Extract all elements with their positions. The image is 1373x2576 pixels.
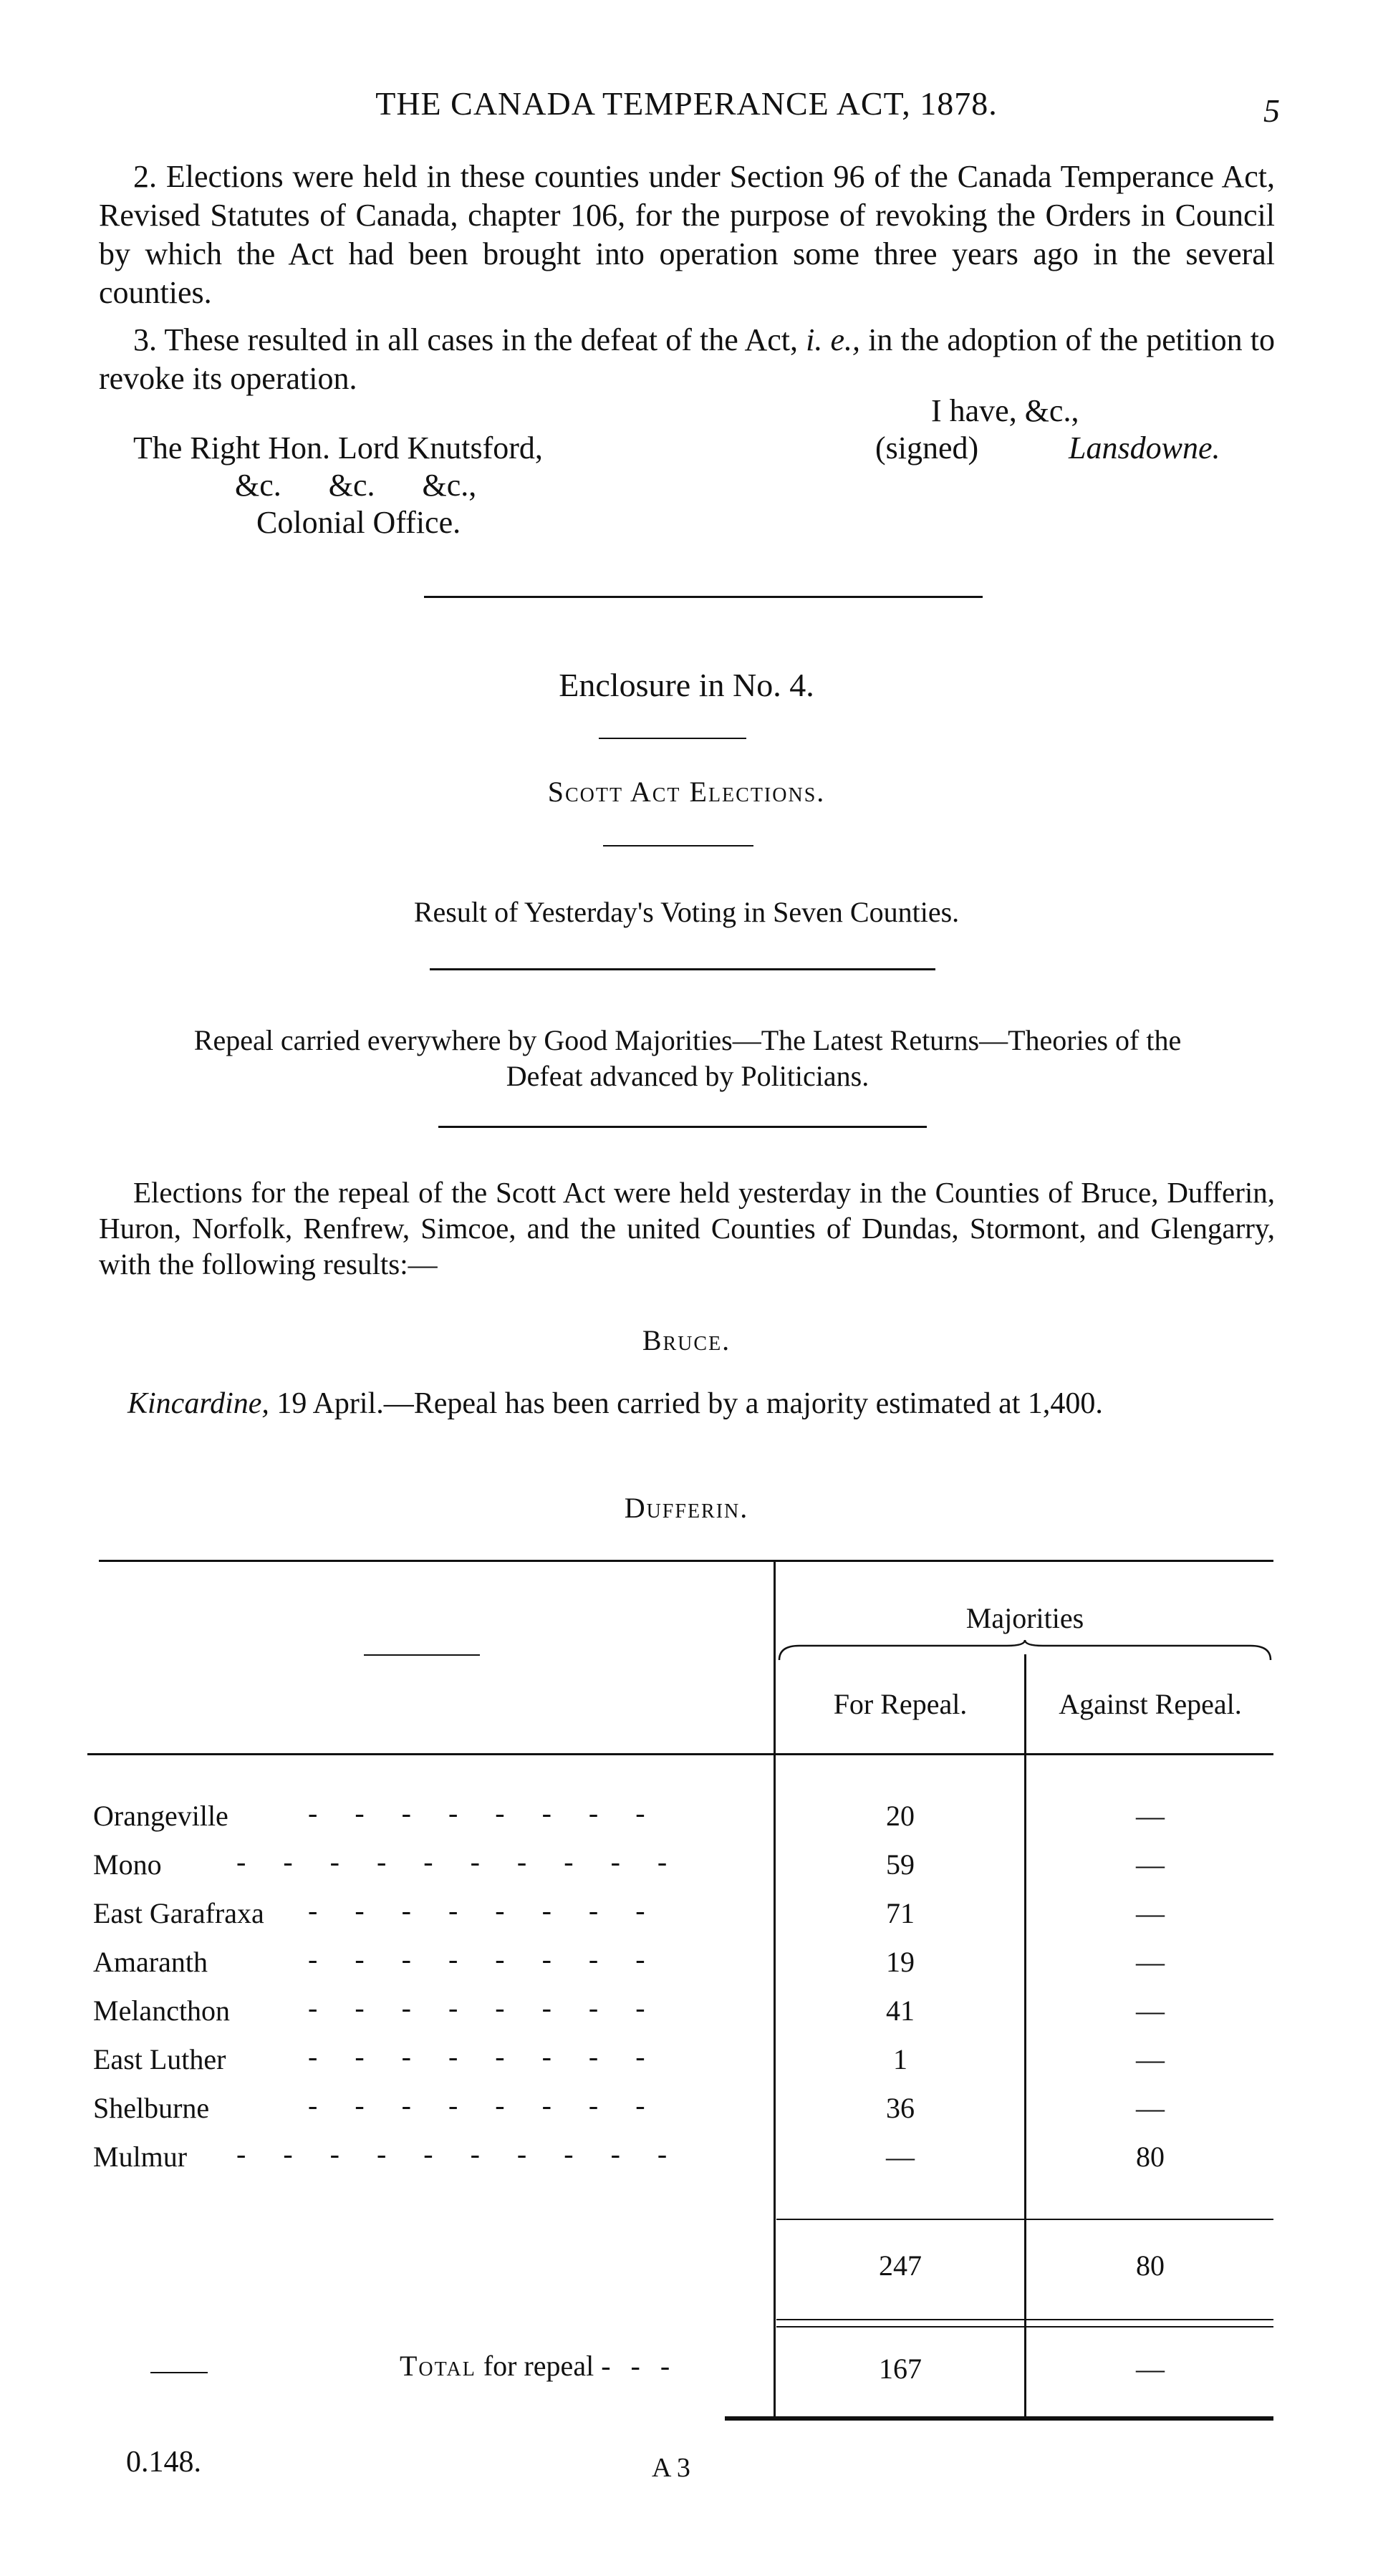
- summary-line-2: Defeat advanced by Politicians.: [506, 1060, 869, 1092]
- row-name: East Garafraxa: [93, 1897, 264, 1929]
- col-header-for-repeal: For Repeal.: [833, 1688, 968, 1720]
- subtotal-rule: [776, 2219, 1273, 2220]
- summary: [79, 1023, 1296, 1094]
- for-value: 20: [886, 1800, 915, 1832]
- subtotal-for: 247: [879, 2249, 922, 2282]
- table-body: [93, 1799, 1273, 2189]
- for-value: —: [886, 2141, 915, 2173]
- row-name: Amaranth: [93, 1946, 208, 1978]
- bruce-place: Kincardine,: [127, 1387, 269, 1420]
- colonial-office: Colonial Office.: [256, 505, 461, 540]
- row-name: Mono: [93, 1848, 162, 1881]
- leader-dashes: - - - - - - - -: [308, 2040, 645, 2073]
- table-row: [93, 1799, 1273, 1848]
- divider: [603, 845, 753, 846]
- for-value: 71: [886, 1897, 915, 1929]
- divider: [438, 1126, 927, 1128]
- signer-name: Lansdowne.: [1069, 430, 1220, 465]
- table-row: [93, 2042, 1273, 2091]
- row-name: East Luther: [93, 2043, 226, 2075]
- leader-dashes: - - - - - - - -: [308, 1943, 645, 1975]
- intro-text: Elections for the repeal of the Scott Act were held yesterday in the Counties of Bruce, Dufferin, Huron, Norfolk, Renfrew, Simcoe, and the united Counties of Dundas, Stormont, and Glengarry, with the following results:—: [99, 1176, 1275, 1280]
- dufferin-heading: Dufferin.: [624, 1492, 749, 1524]
- enclosure-subheading: Scott Act Elections.: [547, 776, 826, 808]
- for-value: 19: [886, 1946, 915, 1978]
- divider: [424, 596, 983, 598]
- page-number: 5: [1263, 92, 1280, 129]
- total-against: —: [1136, 2353, 1165, 2385]
- table-row: [93, 1848, 1273, 1896]
- leader-dashes: - - - - - - - -: [308, 1797, 645, 1829]
- for-value: 1: [893, 2043, 907, 2075]
- total-label-total: Total: [400, 2350, 476, 2382]
- leader-dashes: - - - - - - - -: [308, 1894, 645, 1926]
- table-row: [93, 2140, 1273, 2189]
- for-value: 41: [886, 1994, 915, 2027]
- double-rule-bottom: [776, 2326, 1273, 2327]
- table-bottom-rule: [725, 2416, 1273, 2421]
- bruce-text: 19 April.—Repeal has been carried by a majority estimated at 1,400.: [276, 1387, 1103, 1420]
- divider: [430, 968, 935, 970]
- paragraph-3-ie: i. e.,: [806, 322, 861, 357]
- intro-paragraph: [99, 1174, 1275, 1282]
- leader-dashes: - - -: [601, 2350, 670, 2382]
- row-name: Shelburne: [93, 2092, 210, 2124]
- bruce-report: [127, 1386, 1103, 1421]
- leader-dashes: - - - - - - - - - -: [236, 1846, 668, 1878]
- result-line: Result of Yesterday's Voting in Seven Counties.: [413, 896, 960, 928]
- paragraph-3-text-b: in the adoption of the petition to revoke its operation.: [99, 322, 1276, 396]
- paragraph-2: [99, 158, 1275, 312]
- for-value: 36: [886, 2092, 915, 2124]
- against-value: —: [1136, 1848, 1165, 1881]
- double-rule-top: [776, 2319, 1273, 2320]
- majorities-brace: [778, 1640, 1272, 1661]
- closing: I have, &c.,: [931, 393, 1079, 428]
- against-value: —: [1136, 1800, 1165, 1832]
- row-name: Orangeville: [93, 1800, 228, 1832]
- stub-rule: [364, 1654, 480, 1656]
- table-row: [93, 1945, 1273, 1994]
- bruce-heading: Bruce.: [642, 1324, 731, 1356]
- table-row: [93, 2091, 1273, 2140]
- divider: [599, 738, 746, 739]
- table-row: [93, 1994, 1273, 2042]
- header-bottom-rule: [87, 1753, 1273, 1755]
- running-title: THE CANADA TEMPERANCE ACT, 1878.: [375, 85, 998, 122]
- table-top-rule: [99, 1560, 1273, 1562]
- leader-dashes: - - - - - - - -: [308, 1992, 645, 2024]
- total-label: [400, 2349, 670, 2383]
- paragraph-3: [99, 321, 1275, 398]
- majorities-header: Majorities: [965, 1602, 1084, 1634]
- against-value: 80: [1136, 2141, 1165, 2173]
- against-value: —: [1136, 1946, 1165, 1978]
- leader-dashes: - - - - - - - -: [308, 2089, 645, 2121]
- summary-line-1: Repeal carried everywhere by Good Majorities—The Latest Returns—Theories of the: [193, 1024, 1182, 1056]
- against-value: —: [1136, 1994, 1165, 2027]
- addressee-etc: &c. &c. &c.,: [235, 468, 477, 503]
- for-value: 59: [886, 1848, 915, 1881]
- paragraph-2-text: 2. Elections were held in these counties under Section 96 of the Canada Temperance Act, Revised Statutes of Canada, chapter 106, for the purpose of revoking the Orders in Council by which the Act had been brought into operation some three years ago in the several counties.: [99, 159, 1275, 310]
- against-value: —: [1136, 2043, 1165, 2075]
- signature-mark: A 3: [652, 2453, 690, 2483]
- subtotal-against: 80: [1136, 2249, 1165, 2282]
- signed-label: (signed): [875, 430, 979, 465]
- addressee: The Right Hon. Lord Knutsford,: [133, 430, 543, 465]
- total-for: 167: [879, 2353, 922, 2385]
- paragraph-3-text-a: 3. These resulted in all cases in the defeat of the Act,: [133, 322, 799, 357]
- row-name: Mulmur: [93, 2141, 188, 2173]
- total-label-rest: for repeal: [483, 2350, 594, 2382]
- table-row: [93, 1896, 1273, 1945]
- footer-ref: 0.148.: [126, 2446, 201, 2479]
- leader-dashes: - - - - - - - - - -: [236, 2138, 668, 2170]
- row-name: Melancthon: [93, 1994, 231, 2027]
- stub-rule: [150, 2372, 208, 2373]
- col-header-against-repeal: Against Repeal.: [1059, 1688, 1242, 1720]
- against-value: —: [1136, 1897, 1165, 1929]
- enclosure-heading: Enclosure in No. 4.: [559, 667, 814, 703]
- against-value: —: [1136, 2092, 1165, 2124]
